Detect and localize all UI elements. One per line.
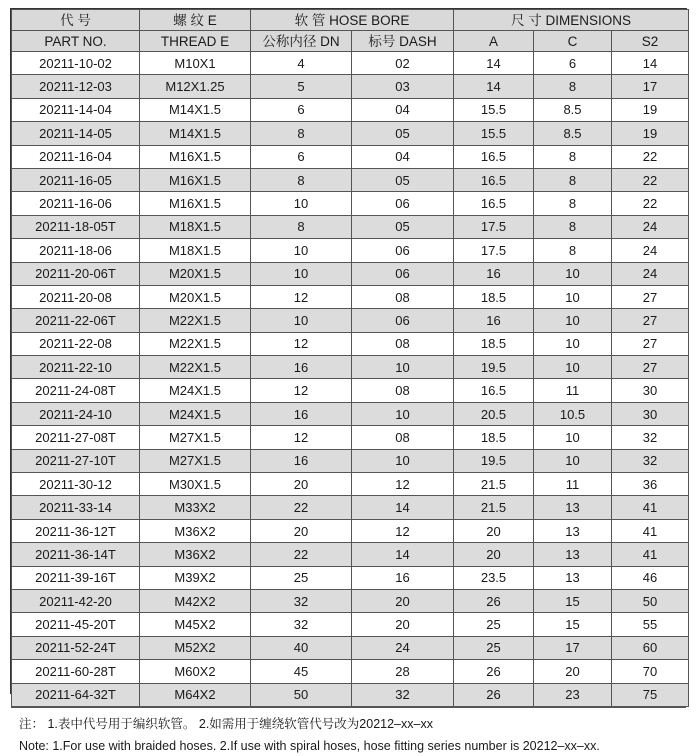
dash-cell: 08 xyxy=(352,379,454,402)
thread-cell: M60X2 xyxy=(140,660,251,683)
a-cell: 26 xyxy=(454,660,534,683)
dn-cell: 4 xyxy=(251,52,352,75)
a-cell: 20.5 xyxy=(454,402,534,425)
dash-cell: 24 xyxy=(352,636,454,659)
c-cell: 10.5 xyxy=(534,402,612,425)
part-no-cell: 20211-39-16T xyxy=(12,566,140,589)
table-row xyxy=(12,449,689,472)
a-cell: 26 xyxy=(454,683,534,706)
dash-cell: 32 xyxy=(352,683,454,706)
c-cell: 10 xyxy=(534,332,612,355)
fitting-spec-table xyxy=(11,9,689,707)
thread-cell: M20X1.5 xyxy=(140,262,251,285)
s2-cell: 50 xyxy=(612,589,689,612)
s2-cell: 17 xyxy=(612,75,689,98)
table-row xyxy=(12,496,689,519)
a-cell: 20 xyxy=(454,519,534,542)
table-row xyxy=(12,332,689,355)
a-cell: 26 xyxy=(454,589,534,612)
c-cell: 8 xyxy=(534,75,612,98)
s2-cell: 41 xyxy=(612,496,689,519)
thread-cell: M22X1.5 xyxy=(140,332,251,355)
part-no-cell: 20211-18-06 xyxy=(12,239,140,262)
a-cell: 25 xyxy=(454,613,534,636)
dn-cell: 10 xyxy=(251,192,352,215)
part-no-cell: 20211-24-10 xyxy=(12,402,140,425)
s2-cell: 55 xyxy=(612,613,689,636)
c-cell: 10 xyxy=(534,309,612,332)
part-no-cell: 20211-27-10T xyxy=(12,449,140,472)
dash-cell: 04 xyxy=(352,98,454,121)
part-no-cell: 20211-18-05T xyxy=(12,215,140,238)
dn-cell: 45 xyxy=(251,660,352,683)
thread-cell: M10X1 xyxy=(140,52,251,75)
dash-cell: 10 xyxy=(352,449,454,472)
spec-sheet xyxy=(10,8,687,753)
c-cell: 20 xyxy=(534,660,612,683)
table-row xyxy=(12,98,689,121)
s2-cell: 60 xyxy=(612,636,689,659)
s2-cell: 30 xyxy=(612,402,689,425)
part-no-cell: 20211-45-20T xyxy=(12,613,140,636)
table-row xyxy=(12,660,689,683)
dn-cell: 20 xyxy=(251,473,352,496)
table-row xyxy=(12,122,689,145)
dash-cell: 20 xyxy=(352,613,454,636)
s2-cell: 30 xyxy=(612,379,689,402)
table-row xyxy=(12,356,689,379)
thread-cell: M33X2 xyxy=(140,496,251,519)
dn-cell: 32 xyxy=(251,613,352,636)
thread-cell: M24X1.5 xyxy=(140,402,251,425)
s2-cell: 32 xyxy=(612,449,689,472)
c-cell: 10 xyxy=(534,356,612,379)
dash-cell: 02 xyxy=(352,52,454,75)
dash-cell: 28 xyxy=(352,660,454,683)
header-thread-en: THREAD E xyxy=(140,31,251,52)
part-no-cell: 20211-20-06T xyxy=(12,262,140,285)
a-cell: 16.5 xyxy=(454,168,534,191)
part-no-cell: 20211-52-24T xyxy=(12,636,140,659)
c-cell: 6 xyxy=(534,52,612,75)
c-cell: 10 xyxy=(534,262,612,285)
table-row xyxy=(12,426,689,449)
dash-cell: 14 xyxy=(352,496,454,519)
dn-cell: 25 xyxy=(251,566,352,589)
dash-cell: 06 xyxy=(352,262,454,285)
table-row xyxy=(12,543,689,566)
header-part-no-en: PART NO. xyxy=(12,31,140,52)
a-cell: 19.5 xyxy=(454,449,534,472)
dash-cell: 10 xyxy=(352,402,454,425)
part-no-cell: 20211-33-14 xyxy=(12,496,140,519)
thread-cell: M36X2 xyxy=(140,543,251,566)
dash-cell: 10 xyxy=(352,356,454,379)
c-cell: 13 xyxy=(534,519,612,542)
part-no-cell: 20211-14-05 xyxy=(12,122,140,145)
dash-cell: 03 xyxy=(352,75,454,98)
header-thread-cn: 螺 纹 E xyxy=(140,10,251,31)
table-row xyxy=(12,613,689,636)
a-cell: 16 xyxy=(454,309,534,332)
part-no-cell: 20211-12-03 xyxy=(12,75,140,98)
c-cell: 15 xyxy=(534,589,612,612)
a-cell: 18.5 xyxy=(454,285,534,308)
dn-cell: 16 xyxy=(251,402,352,425)
s2-cell: 24 xyxy=(612,215,689,238)
a-cell: 21.5 xyxy=(454,496,534,519)
c-cell: 8 xyxy=(534,145,612,168)
s2-cell: 46 xyxy=(612,566,689,589)
thread-cell: M14X1.5 xyxy=(140,98,251,121)
dash-cell: 05 xyxy=(352,168,454,191)
header-hose-bore: 软 管 HOSE BORE xyxy=(251,10,454,31)
dash-cell: 06 xyxy=(352,239,454,262)
dn-cell: 50 xyxy=(251,683,352,706)
thread-cell: M27X1.5 xyxy=(140,449,251,472)
s2-cell: 41 xyxy=(612,519,689,542)
dn-cell: 40 xyxy=(251,636,352,659)
dash-cell: 05 xyxy=(352,122,454,145)
c-cell: 8 xyxy=(534,192,612,215)
dash-cell: 08 xyxy=(352,332,454,355)
thread-cell: M16X1.5 xyxy=(140,145,251,168)
s2-cell: 22 xyxy=(612,168,689,191)
table-row xyxy=(12,239,689,262)
part-no-cell: 20211-16-05 xyxy=(12,168,140,191)
c-cell: 13 xyxy=(534,566,612,589)
c-cell: 8 xyxy=(534,168,612,191)
part-no-cell: 20211-16-04 xyxy=(12,145,140,168)
part-no-cell: 20211-36-14T xyxy=(12,543,140,566)
s2-cell: 27 xyxy=(612,332,689,355)
s2-cell: 19 xyxy=(612,122,689,145)
a-cell: 18.5 xyxy=(454,426,534,449)
c-cell: 8 xyxy=(534,215,612,238)
s2-cell: 75 xyxy=(612,683,689,706)
a-cell: 18.5 xyxy=(454,332,534,355)
s2-cell: 24 xyxy=(612,239,689,262)
header-s2: S2 xyxy=(612,31,689,52)
thread-cell: M22X1.5 xyxy=(140,309,251,332)
c-cell: 10 xyxy=(534,449,612,472)
c-cell: 13 xyxy=(534,543,612,566)
dn-cell: 32 xyxy=(251,589,352,612)
dash-cell: 20 xyxy=(352,589,454,612)
part-no-cell: 20211-36-12T xyxy=(12,519,140,542)
part-no-cell: 20211-27-08T xyxy=(12,426,140,449)
dn-cell: 10 xyxy=(251,262,352,285)
header-a: A xyxy=(454,31,534,52)
s2-cell: 32 xyxy=(612,426,689,449)
thread-cell: M22X1.5 xyxy=(140,356,251,379)
thread-cell: M16X1.5 xyxy=(140,192,251,215)
thread-cell: M20X1.5 xyxy=(140,285,251,308)
part-no-cell: 20211-60-28T xyxy=(12,660,140,683)
header-row-2 xyxy=(12,31,689,52)
c-cell: 8.5 xyxy=(534,122,612,145)
part-no-cell: 20211-22-06T xyxy=(12,309,140,332)
dn-cell: 8 xyxy=(251,122,352,145)
thread-cell: M18X1.5 xyxy=(140,215,251,238)
dn-cell: 5 xyxy=(251,75,352,98)
dash-cell: 08 xyxy=(352,285,454,308)
note-chinese: 注： 1.表中代号用于编织软管。 2.如需用于缠绕软管代号改为20212–xx–xx xyxy=(19,716,433,731)
c-cell: 11 xyxy=(534,473,612,496)
dn-cell: 10 xyxy=(251,239,352,262)
dn-cell: 12 xyxy=(251,285,352,308)
c-cell: 17 xyxy=(534,636,612,659)
s2-cell: 27 xyxy=(612,356,689,379)
a-cell: 17.5 xyxy=(454,215,534,238)
dn-cell: 8 xyxy=(251,168,352,191)
part-no-cell: 20211-14-04 xyxy=(12,98,140,121)
part-no-cell: 20211-30-12 xyxy=(12,473,140,496)
a-cell: 14 xyxy=(454,75,534,98)
dn-cell: 6 xyxy=(251,98,352,121)
thread-cell: M36X2 xyxy=(140,519,251,542)
header-dash: 标号 DASH xyxy=(352,31,454,52)
s2-cell: 27 xyxy=(612,285,689,308)
thread-cell: M30X1.5 xyxy=(140,473,251,496)
s2-cell: 27 xyxy=(612,309,689,332)
part-no-cell: 20211-42-20 xyxy=(12,589,140,612)
a-cell: 20 xyxy=(454,543,534,566)
header-row-1 xyxy=(12,10,689,31)
s2-cell: 70 xyxy=(612,660,689,683)
table-row xyxy=(12,192,689,215)
table-row xyxy=(12,52,689,75)
table-row xyxy=(12,402,689,425)
dn-cell: 12 xyxy=(251,426,352,449)
dash-cell: 12 xyxy=(352,519,454,542)
thread-cell: M12X1.25 xyxy=(140,75,251,98)
c-cell: 8 xyxy=(534,239,612,262)
a-cell: 19.5 xyxy=(454,356,534,379)
c-cell: 11 xyxy=(534,379,612,402)
s2-cell: 36 xyxy=(612,473,689,496)
a-cell: 14 xyxy=(454,52,534,75)
header-c: C xyxy=(534,31,612,52)
dn-cell: 12 xyxy=(251,332,352,355)
header-part-no-cn: 代 号 xyxy=(12,10,140,31)
c-cell: 23 xyxy=(534,683,612,706)
dash-cell: 06 xyxy=(352,309,454,332)
c-cell: 10 xyxy=(534,285,612,308)
dash-cell: 06 xyxy=(352,192,454,215)
part-no-cell: 20211-22-10 xyxy=(12,356,140,379)
s2-cell: 24 xyxy=(612,262,689,285)
c-cell: 13 xyxy=(534,496,612,519)
dash-cell: 08 xyxy=(352,426,454,449)
table-row xyxy=(12,683,689,706)
c-cell: 8.5 xyxy=(534,98,612,121)
table-row xyxy=(12,75,689,98)
table-row xyxy=(12,309,689,332)
dn-cell: 16 xyxy=(251,449,352,472)
table-row xyxy=(12,262,689,285)
s2-cell: 22 xyxy=(612,192,689,215)
c-cell: 10 xyxy=(534,426,612,449)
a-cell: 23.5 xyxy=(454,566,534,589)
dn-cell: 22 xyxy=(251,543,352,566)
a-cell: 16.5 xyxy=(454,145,534,168)
part-no-cell: 20211-22-08 xyxy=(12,332,140,355)
table-row xyxy=(12,589,689,612)
thread-cell: M42X2 xyxy=(140,589,251,612)
dash-cell: 14 xyxy=(352,543,454,566)
thread-cell: M39X2 xyxy=(140,566,251,589)
part-no-cell: 20211-20-08 xyxy=(12,285,140,308)
table-row xyxy=(12,566,689,589)
table-row xyxy=(12,215,689,238)
a-cell: 21.5 xyxy=(454,473,534,496)
thread-cell: M18X1.5 xyxy=(140,239,251,262)
a-cell: 16.5 xyxy=(454,379,534,402)
a-cell: 17.5 xyxy=(454,239,534,262)
thread-cell: M64X2 xyxy=(140,683,251,706)
c-cell: 15 xyxy=(534,613,612,636)
dn-cell: 12 xyxy=(251,379,352,402)
dash-cell: 16 xyxy=(352,566,454,589)
a-cell: 15.5 xyxy=(454,122,534,145)
table-row xyxy=(12,168,689,191)
notes xyxy=(11,707,686,756)
a-cell: 15.5 xyxy=(454,98,534,121)
thread-cell: M14X1.5 xyxy=(140,122,251,145)
dash-cell: 12 xyxy=(352,473,454,496)
dash-cell: 05 xyxy=(352,215,454,238)
part-no-cell: 20211-24-08T xyxy=(12,379,140,402)
thread-cell: M16X1.5 xyxy=(140,168,251,191)
a-cell: 16.5 xyxy=(454,192,534,215)
thread-cell: M24X1.5 xyxy=(140,379,251,402)
a-cell: 16 xyxy=(454,262,534,285)
part-no-cell: 20211-16-06 xyxy=(12,192,140,215)
thread-cell: M27X1.5 xyxy=(140,426,251,449)
note-english: Note: 1.For use with braided hoses. 2.If use with spiral hoses, hose fitting series number is 20212–xx–xx. xyxy=(19,738,600,753)
table-row xyxy=(12,145,689,168)
table-body xyxy=(12,52,689,707)
dn-cell: 8 xyxy=(251,215,352,238)
dash-cell: 04 xyxy=(352,145,454,168)
s2-cell: 14 xyxy=(612,52,689,75)
table-row xyxy=(12,636,689,659)
table-row xyxy=(12,285,689,308)
s2-cell: 41 xyxy=(612,543,689,566)
dn-cell: 16 xyxy=(251,356,352,379)
thread-cell: M45X2 xyxy=(140,613,251,636)
thread-cell: M52X2 xyxy=(140,636,251,659)
dn-cell: 10 xyxy=(251,309,352,332)
part-no-cell: 20211-64-32T xyxy=(12,683,140,706)
s2-cell: 19 xyxy=(612,98,689,121)
dn-cell: 6 xyxy=(251,145,352,168)
header-dn: 公称内径 DN xyxy=(251,31,352,52)
dn-cell: 22 xyxy=(251,496,352,519)
s2-cell: 22 xyxy=(612,145,689,168)
header-dimensions: 尺 寸 DIMENSIONS xyxy=(454,10,689,31)
part-no-cell: 20211-10-02 xyxy=(12,52,140,75)
dn-cell: 20 xyxy=(251,519,352,542)
table-row xyxy=(12,519,689,542)
table-row xyxy=(12,473,689,496)
table-row xyxy=(12,379,689,402)
a-cell: 25 xyxy=(454,636,534,659)
